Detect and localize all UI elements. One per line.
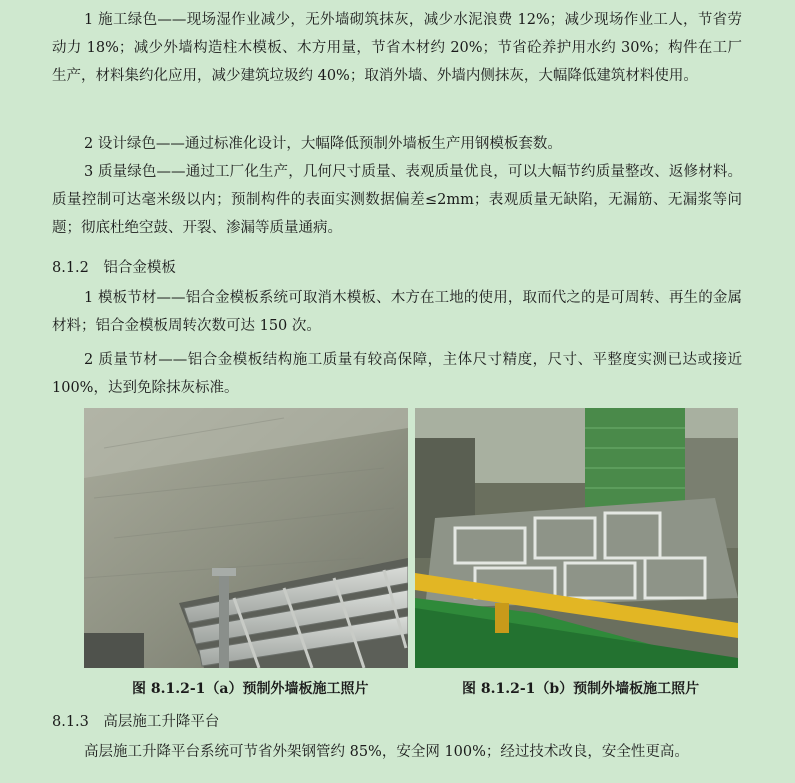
- paragraph-quality-green: 3 质量绿色——通过工厂化生产，几何尺寸质量、表观质量优良，可以大幅节约质量整改、返修材料。质量控制可达毫米级以内；预制构件的表面实测数据偏差≤2mm；表观质量无缺陷，无漏筋、无漏浆等问题；彻底杜绝空鼓、开裂、渗漏等质量通病。: [52, 164, 742, 236]
- photo-a-image: [84, 408, 408, 668]
- paragraph-design-green: 2 设计绿色——通过标准化设计，大幅降低预制外墙板生产用钢模板套数。: [84, 136, 562, 152]
- paragraph-lifting-platform: 高层施工升降平台系统可节省外架钢管约 85%，安全网 100%；经过技术改良，安全性更高。: [84, 744, 689, 760]
- photo-b-construction-site: [415, 408, 738, 668]
- paragraph-formwork-material-saving: 1 模板节材——铝合金模板系统可取消木模板、木方在工地的使用，取而代之的是可周转、再生的金属材料；铝合金模板周转次数可达 150 次。: [52, 290, 742, 334]
- paragraph-quality-material-saving: 2 质量节材——铝合金模板结构施工质量有较高保障，主体尺寸精度，尺寸、平整度实测已达或接近 100%，达到免除抹灰标准。: [52, 352, 742, 396]
- paragraph-construction-green: 1 施工绿色——现场湿作业减少，无外墙砌筑抹灰，减少水泥浪费 12%；减少现场作业工人，节省劳动力 18%；减少外墙构造柱木模板、木方用量，节省木材约 20%；节省砼养护用水约 30%；构件在工厂生产，材料集约化应用，减少建筑垃圾约 40%；取消外墙、外墙内侧抹灰，大幅降低建筑材料使用。: [52, 12, 742, 84]
- photo-a-aluminum-formwork: [84, 408, 408, 668]
- figure-caption-b: 图 8.1.2-1（b）预制外墙板施工照片: [462, 681, 700, 697]
- section-heading-8-1-3: 8.1.3 高层施工升降平台: [52, 714, 220, 730]
- photo-b-image: [415, 408, 738, 668]
- section-heading-8-1-2: 8.1.2 铝合金模板: [52, 260, 176, 276]
- figure-caption-a: 图 8.1.2-1（a）预制外墙板施工照片: [132, 681, 369, 697]
